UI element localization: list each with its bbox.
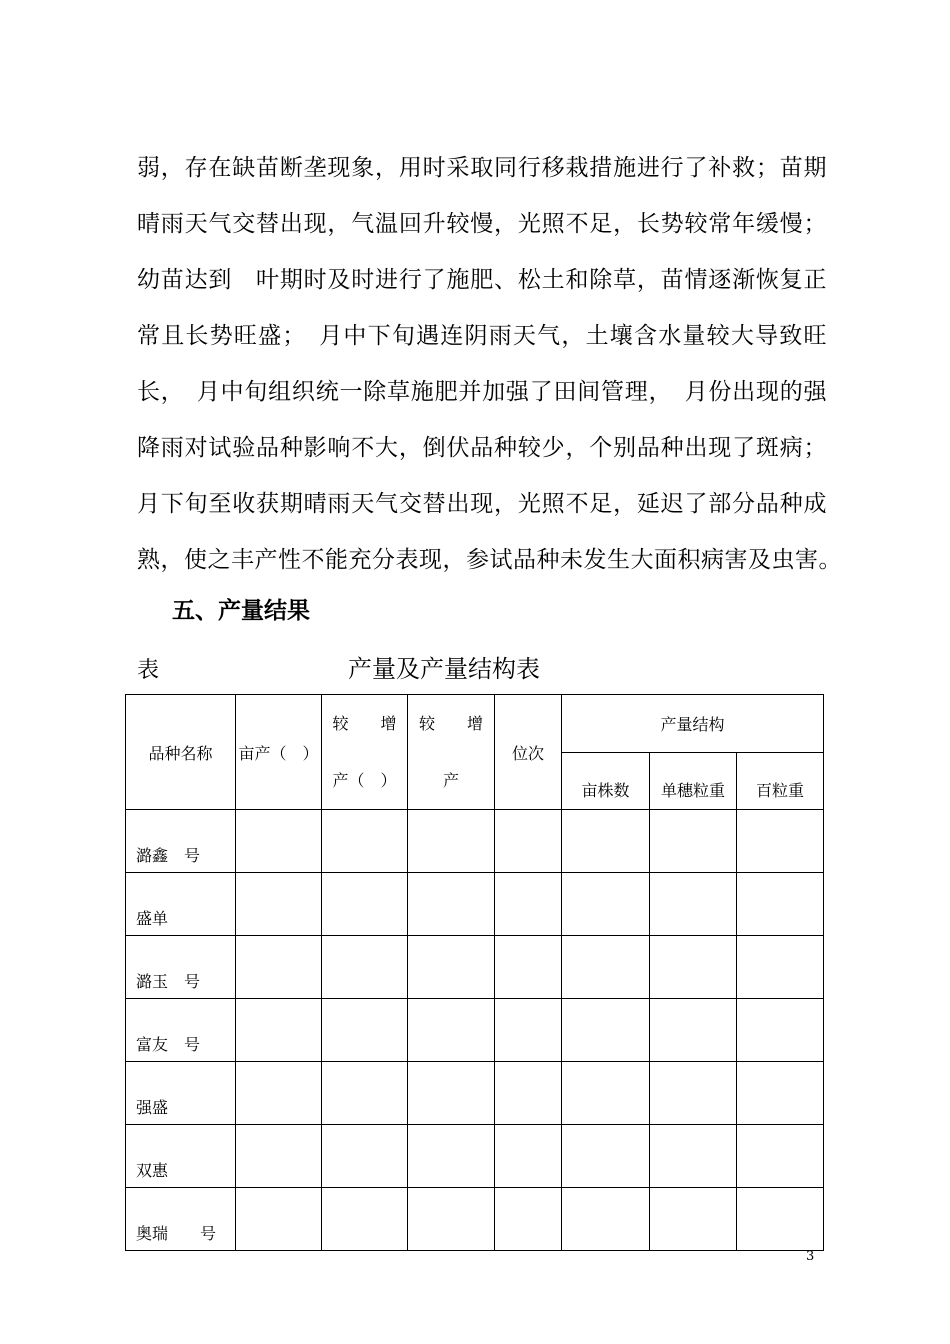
header-variety: 品种名称 bbox=[126, 695, 236, 810]
table-cell bbox=[322, 873, 408, 936]
table-cell bbox=[408, 873, 495, 936]
table-cell bbox=[495, 1062, 562, 1125]
table-cell bbox=[650, 1188, 737, 1251]
yield-table bbox=[125, 694, 824, 1251]
section-heading: 五、产量结果 bbox=[172, 598, 310, 624]
table-cell bbox=[562, 1125, 650, 1188]
header-increase-a bbox=[322, 695, 408, 810]
table-cell bbox=[236, 1188, 322, 1251]
table-cell bbox=[236, 1125, 322, 1188]
table-cell bbox=[495, 936, 562, 999]
header-structure: 产量结构 bbox=[562, 695, 824, 753]
table-cell bbox=[495, 999, 562, 1062]
table-caption-prefix: 表 bbox=[137, 658, 160, 683]
page-number: 3 bbox=[806, 1249, 815, 1264]
table-cell bbox=[737, 873, 824, 936]
table-cell bbox=[322, 1062, 408, 1125]
header-increase-b bbox=[408, 695, 495, 810]
header-plants: 亩株数 bbox=[562, 752, 650, 810]
table-cell bbox=[408, 936, 495, 999]
table-cell bbox=[322, 936, 408, 999]
table-cell bbox=[408, 1188, 495, 1251]
table-cell bbox=[408, 999, 495, 1062]
table-caption-title: 产量及产量结构表 bbox=[348, 655, 540, 683]
table-cell bbox=[650, 873, 737, 936]
header-increase-b-bottom: 产 bbox=[442, 771, 459, 790]
header-yield: 亩产（ ） bbox=[236, 695, 322, 810]
paragraph-line: 晴雨天气交替出现，气温回升较慢，光照不足，长势较常年缓慢； bbox=[137, 211, 827, 237]
table-cell bbox=[322, 810, 408, 873]
table-cell bbox=[562, 810, 650, 873]
table-cell bbox=[495, 873, 562, 936]
variety-name: 盛单 bbox=[126, 873, 236, 936]
table-cell bbox=[495, 810, 562, 873]
table-cell bbox=[562, 936, 650, 999]
table-cell bbox=[737, 810, 824, 873]
table-cell bbox=[322, 999, 408, 1062]
table-cell bbox=[322, 1125, 408, 1188]
variety-name: 潞玉 号 bbox=[126, 936, 236, 999]
paragraph-line: 月下旬至收获期晴雨天气交替出现，光照不足，延迟了部分品种成 bbox=[137, 491, 827, 517]
variety-name: 潞鑫 号 bbox=[126, 810, 236, 873]
table-row bbox=[126, 1125, 824, 1188]
table-row bbox=[126, 1062, 824, 1125]
header-increase-a-top: 较 增 bbox=[332, 714, 397, 733]
variety-name: 强盛 bbox=[126, 1062, 236, 1125]
variety-name: 奥瑞 号 bbox=[126, 1188, 236, 1251]
header-increase-b-top: 较 增 bbox=[418, 714, 483, 733]
table-cell bbox=[495, 1125, 562, 1188]
body-paragraph bbox=[137, 140, 842, 588]
table-cell bbox=[236, 1062, 322, 1125]
table-row bbox=[126, 936, 824, 999]
variety-name: 双惠 bbox=[126, 1125, 236, 1188]
table-cell bbox=[737, 1062, 824, 1125]
header-grain-weight: 单穗粒重 bbox=[650, 752, 737, 810]
paragraph-line: 熟，使之丰产性不能充分表现，参试品种未发生大面积病害及虫害。 bbox=[137, 547, 842, 573]
table-cell bbox=[650, 999, 737, 1062]
table-cell bbox=[737, 936, 824, 999]
table-cell bbox=[737, 1188, 824, 1251]
table-cell bbox=[236, 810, 322, 873]
table-cell bbox=[650, 1125, 737, 1188]
table-cell bbox=[408, 1125, 495, 1188]
table-cell bbox=[737, 999, 824, 1062]
table-row bbox=[126, 1188, 824, 1251]
table-cell bbox=[408, 1062, 495, 1125]
table-cell bbox=[562, 1062, 650, 1125]
paragraph-line: 常且长势旺盛； 月中下旬遇连阴雨天气，土壤含水量较大导致旺 bbox=[137, 323, 827, 349]
table-cell bbox=[408, 810, 495, 873]
table-cell bbox=[650, 936, 737, 999]
table-row bbox=[126, 810, 824, 873]
header-increase-a-bottom: 产（ ） bbox=[332, 771, 397, 790]
table-cell bbox=[650, 810, 737, 873]
paragraph-line: 长， 月中旬组织统一除草施肥并加强了田间管理， 月份出现的强 bbox=[137, 379, 827, 405]
paragraph-line: 弱，存在缺苗断垄现象，用时采取同行移栽措施进行了补救；苗期 bbox=[137, 155, 827, 181]
table-cell bbox=[322, 1188, 408, 1251]
table-cell bbox=[236, 936, 322, 999]
paragraph-line: 幼苗达到 叶期时及时进行了施肥、松土和除草，苗情逐渐恢复正 bbox=[137, 267, 827, 293]
variety-name: 富友 号 bbox=[126, 999, 236, 1062]
header-hundred-weight: 百粒重 bbox=[737, 752, 824, 810]
table-row bbox=[126, 873, 824, 936]
paragraph-line: 降雨对试验品种影响不大，倒伏品种较少，个别品种出现了斑病； bbox=[137, 435, 827, 461]
table-cell bbox=[236, 873, 322, 936]
table-cell bbox=[737, 1125, 824, 1188]
table-cell bbox=[650, 1062, 737, 1125]
table-cell bbox=[562, 873, 650, 936]
table-cell bbox=[562, 999, 650, 1062]
table-cell bbox=[562, 1188, 650, 1251]
table-cell bbox=[236, 999, 322, 1062]
table-row bbox=[126, 999, 824, 1062]
header-rank: 位次 bbox=[495, 695, 562, 810]
table-cell bbox=[495, 1188, 562, 1251]
